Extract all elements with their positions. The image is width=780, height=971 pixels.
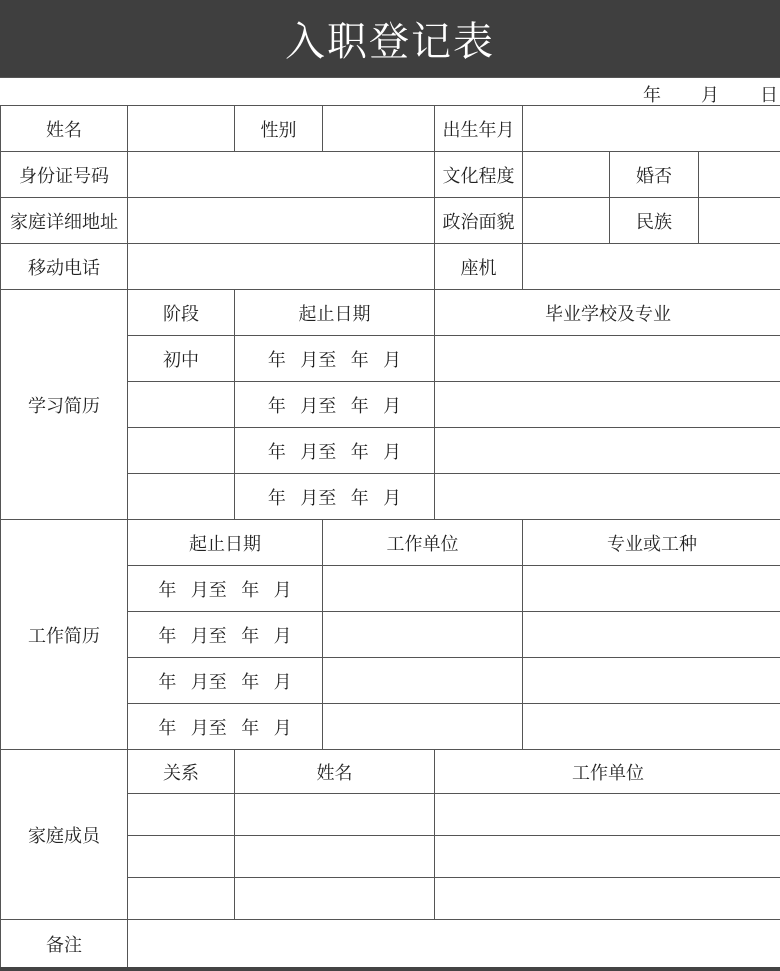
work-employer-field[interactable] <box>323 658 523 704</box>
family-relation-field[interactable] <box>128 878 235 920</box>
political-field[interactable] <box>523 198 610 244</box>
family-employer-field[interactable] <box>435 836 780 878</box>
marital-cell <box>610 152 780 198</box>
family-name-field[interactable] <box>235 878 435 920</box>
study-school-field[interactable] <box>435 336 780 382</box>
work-employer-field[interactable] <box>323 612 523 658</box>
page-title: 入职登记表 <box>0 0 780 77</box>
work-employer-field[interactable] <box>323 566 523 612</box>
date-year-label: 年 <box>643 85 661 106</box>
work-header-profession: 专业或工种 <box>523 520 780 566</box>
family-employer-field[interactable] <box>435 878 780 920</box>
study-stage-field[interactable] <box>128 428 235 474</box>
name-field[interactable] <box>128 106 235 152</box>
landline-label: 座机 <box>435 244 523 290</box>
name-label: 姓名 <box>1 106 128 152</box>
work-date-range[interactable]: 年 月至 年 月 <box>128 612 323 658</box>
birth-label: 出生年月 <box>435 106 523 152</box>
study-header-school: 毕业学校及专业 <box>435 290 780 336</box>
work-profession-field[interactable] <box>523 566 780 612</box>
date-day-label: 日 <box>760 85 778 106</box>
work-profession-field[interactable] <box>523 612 780 658</box>
gender-label: 性别 <box>235 106 323 152</box>
form-table <box>0 105 780 968</box>
study-date-range[interactable]: 年 月至 年 月 <box>235 474 435 520</box>
marital-label: 婚否 <box>610 152 699 197</box>
birth-field[interactable] <box>523 106 780 152</box>
study-date-range[interactable]: 年 月至 年 月 <box>235 336 435 382</box>
address-field[interactable] <box>128 198 435 244</box>
id-number-label: 身份证号码 <box>1 152 128 198</box>
family-name-field[interactable] <box>235 836 435 878</box>
work-section-label: 工作简历 <box>1 520 128 750</box>
study-stage-field[interactable]: 初中 <box>128 336 235 382</box>
ethnicity-field[interactable] <box>699 198 780 243</box>
family-employer-field[interactable] <box>435 794 780 836</box>
ethnicity-cell <box>610 198 780 244</box>
id-number-field[interactable] <box>128 152 435 198</box>
work-header-dates: 起止日期 <box>128 520 323 566</box>
family-section-label: 家庭成员 <box>1 750 128 920</box>
family-header-relation: 关系 <box>128 750 235 794</box>
address-label: 家庭详细地址 <box>1 198 128 244</box>
study-school-field[interactable] <box>435 382 780 428</box>
ethnicity-label: 民族 <box>610 198 699 243</box>
study-school-field[interactable] <box>435 428 780 474</box>
study-school-field[interactable] <box>435 474 780 520</box>
family-name-field[interactable] <box>235 794 435 836</box>
political-label: 政治面貌 <box>435 198 523 244</box>
family-header-name: 姓名 <box>235 750 435 794</box>
education-label: 文化程度 <box>435 152 523 198</box>
mobile-label: 移动电话 <box>1 244 128 290</box>
work-date-range[interactable]: 年 月至 年 月 <box>128 566 323 612</box>
study-stage-field[interactable] <box>128 382 235 428</box>
bottom-border <box>0 967 780 971</box>
remarks-field[interactable] <box>128 920 780 968</box>
study-header-stage: 阶段 <box>128 290 235 336</box>
date-line <box>0 77 780 106</box>
study-header-dates: 起止日期 <box>235 290 435 336</box>
study-date-range[interactable]: 年 月至 年 月 <box>235 382 435 428</box>
family-relation-field[interactable] <box>128 794 235 836</box>
mobile-field[interactable] <box>128 244 435 290</box>
gender-field[interactable] <box>323 106 435 152</box>
study-stage-field[interactable] <box>128 474 235 520</box>
family-header-employer: 工作单位 <box>435 750 780 794</box>
work-profession-field[interactable] <box>523 658 780 704</box>
work-employer-field[interactable] <box>323 704 523 750</box>
registration-form <box>0 105 780 971</box>
work-date-range[interactable]: 年 月至 年 月 <box>128 658 323 704</box>
study-section-label: 学习简历 <box>1 290 128 520</box>
work-header-employer: 工作单位 <box>323 520 523 566</box>
family-relation-field[interactable] <box>128 836 235 878</box>
education-field[interactable] <box>523 152 610 198</box>
study-date-range[interactable]: 年 月至 年 月 <box>235 428 435 474</box>
date-month-label: 月 <box>701 85 719 106</box>
marital-field[interactable] <box>699 152 780 197</box>
work-profession-field[interactable] <box>523 704 780 750</box>
remarks-label: 备注 <box>1 920 128 968</box>
work-date-range[interactable]: 年 月至 年 月 <box>128 704 323 750</box>
landline-field[interactable] <box>523 244 780 290</box>
